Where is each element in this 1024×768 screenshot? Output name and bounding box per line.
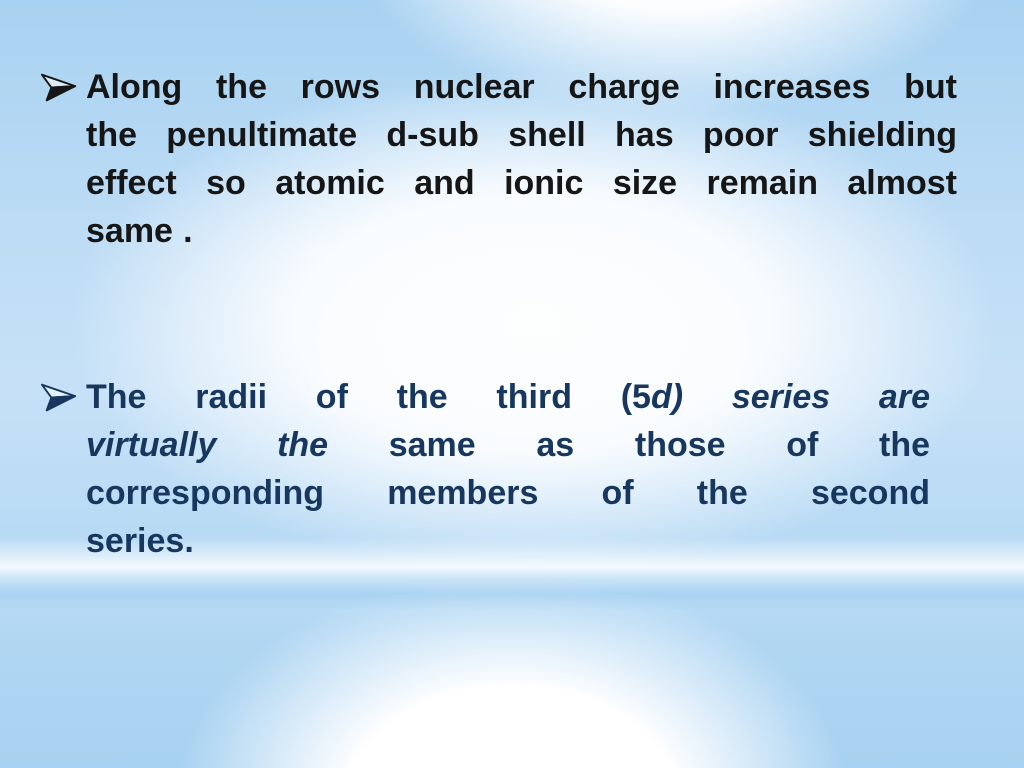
word: size — [612, 164, 678, 202]
word: poor — [702, 116, 779, 154]
word: of — [786, 426, 819, 464]
word: . — [183, 212, 193, 250]
word: same — [86, 212, 173, 250]
word: charge — [568, 68, 680, 106]
word: series. — [86, 522, 194, 560]
text-line — [86, 111, 957, 159]
text-line — [86, 207, 957, 255]
arrowhead-bullet-icon — [40, 73, 78, 105]
word: and — [414, 164, 475, 202]
word: rows — [300, 68, 381, 106]
word: d-sub — [386, 116, 479, 154]
bullet-text-shielding — [86, 63, 957, 255]
text-line — [86, 421, 930, 469]
text-line — [86, 517, 930, 565]
word: has — [615, 116, 674, 154]
word: almost — [847, 164, 957, 202]
word: but — [904, 68, 957, 106]
word: atomic — [275, 164, 385, 202]
word: the — [86, 116, 137, 154]
word: the — [396, 378, 448, 416]
text-line — [86, 63, 957, 111]
word: nuclear — [413, 68, 535, 106]
word: The — [86, 378, 147, 416]
word: members — [387, 474, 539, 512]
word: the — [696, 474, 748, 512]
word: ionic — [504, 164, 584, 202]
word: of — [601, 474, 634, 512]
word: same — [388, 426, 476, 464]
word: remain — [706, 164, 818, 202]
word: penultimate — [166, 116, 358, 154]
word: shielding — [807, 116, 957, 154]
word: effect — [86, 164, 177, 202]
word: virtually — [86, 426, 217, 464]
word: shell — [508, 116, 586, 154]
word: of — [315, 378, 348, 416]
word: radii — [195, 378, 268, 416]
word: as — [536, 426, 575, 464]
word: third — [496, 378, 572, 416]
word: those — [634, 426, 726, 464]
bullet-point-shielding — [40, 63, 957, 255]
word: corresponding — [86, 474, 325, 512]
text-line — [86, 469, 930, 517]
bullet-text-radii — [86, 373, 930, 565]
word: increases — [713, 68, 871, 106]
word: so — [206, 164, 246, 202]
text-line — [86, 159, 957, 207]
word: Along — [86, 68, 183, 106]
text-line — [86, 373, 930, 421]
word: the — [277, 426, 329, 464]
word: second — [810, 474, 930, 512]
word: series — [731, 378, 831, 416]
arrowhead-bullet-icon — [40, 383, 78, 415]
word: are — [878, 378, 930, 416]
word: the — [879, 426, 930, 464]
word: (5d) — [620, 378, 684, 416]
bullet-point-radii — [40, 373, 930, 565]
word: the — [215, 68, 267, 106]
